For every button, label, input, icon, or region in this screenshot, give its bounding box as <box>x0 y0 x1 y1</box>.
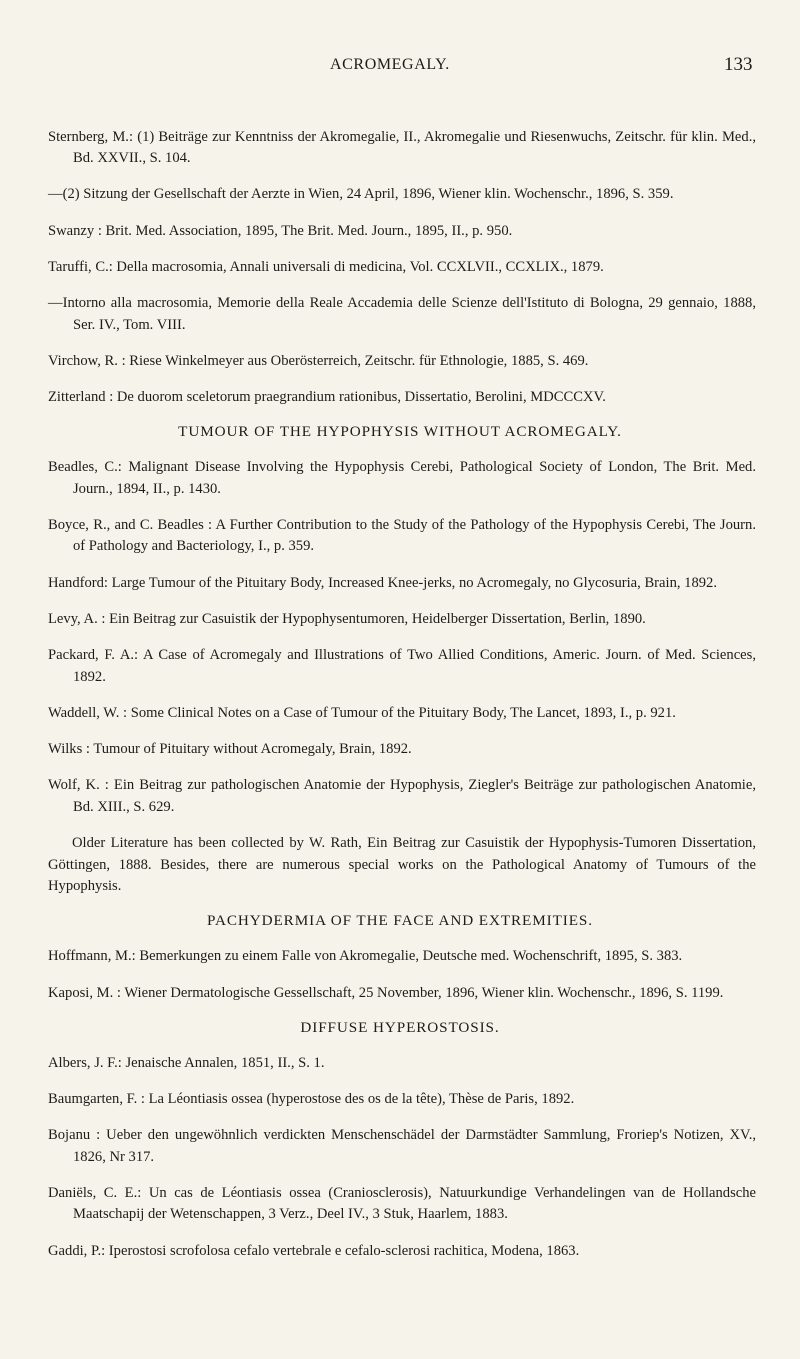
reference-entry: Levy, A. : Ein Beitrag zur Casuistik der Hypophysentumoren, Heidelberger Dissertation, Berlin, 1890. <box>48 610 646 627</box>
reference-entry: Boyce, R., and C. Beadles : A Further Contribution to the Study of the Pathology of the Hypophysis Cerebi, The Journ. of Pathology and Bacteriology, I., p. 359. <box>48 516 756 555</box>
reference-entry: Handford: Large Tumour of the Pituitary Body, Increased Knee-jerks, no Acromegaly, no Glycosuria, Brain, 1892. <box>48 574 718 591</box>
reference-entry: Albers, J. F.: Jenaische Annalen, 1851, II., S. 1. <box>48 1054 325 1071</box>
reference-entry: Gaddi, P.: Iperostosi scrofolosa cefalo vertebrale e cefalo-sclerosi rachitica, Modena, 1863. <box>48 1242 580 1259</box>
reference-entry: Bojanu : Ueber den ungewöhnlich verdickten Menschenschädel der Darmstädter Sammlung, Froriep's Notizen, XV., 1826, Nr 317. <box>48 1127 756 1165</box>
reference-entry: Waddell, W. : Some Clinical Notes on a Case of Tumour of the Pituitary Body, The Lancet, 1893, I., p. 921. <box>48 704 676 721</box>
reference-entry: Virchow, R. : Riese Winkelmeyer aus Oberösterreich, Zeitschr. für Ethnologie, 1885, S. 469. <box>48 352 589 369</box>
literature-note: Older Literature has been collected by W. Rath, Ein Beitrag zur Casuistik der Hypophysis-Tumoren Dissertation, Göttingen, 1888. Besides, there are numerous special works on the Pathological Anatomy of Tumours of the Hypophysis. <box>48 834 756 895</box>
reference-entry: Packard, F. A.: A Case of Acromegaly and Illustrations of Two Allied Conditions, Americ. Journ. of Med. Sciences, 1892. <box>48 647 756 685</box>
reference-entry: Wolf, K. : Ein Beitrag zur pathologischen Anatomie der Hypophysis, Ziegler's Beiträge zur pathologischen Anatomie, Bd. XIII., S. 629. <box>48 777 756 815</box>
acromegaly-references <box>0 127 800 409</box>
section-heading-pachydermia: PACHYDERMIA OF THE FACE AND EXTREMITIES. <box>207 912 593 930</box>
reference-entry: Daniëls, C. E.: Un cas de Léontiasis ossea (Craniosclerosis), Natuurkundige Verhandelingen van de Hollandsche Maatschapij der Wetenschappen, 3 Verz., Deel IV., 3 Stuk, Haarlem, 1883. <box>48 1184 756 1223</box>
reference-entry: —(2) Sitzung der Gesellschaft der Aerzte in Wien, 24 April, 1896, Wiener klin. Wochenschr., 1896, S. 359. <box>48 186 674 203</box>
reference-entry: —Intorno alla macrosomia, Memorie della Reale Accademia delle Scienze dell'Istituto di Bologna, 29 gennaio, 1888, Ser. IV., Tom. VIII. <box>48 294 756 333</box>
reference-entry: Hoffmann, M.: Bemerkungen zu einem Falle von Akromegalie, Deutsche med. Wochenschrift, 1895, S. 383. <box>48 948 683 965</box>
reference-entry: Beadles, C.: Malignant Disease Involving the Hypophysis Cerebi, Pathological Society of London, The Brit. Med. Journ., 1894, II., p. 1430. <box>48 459 756 497</box>
bibliography-body <box>0 112 800 1277</box>
section-heading-tumour: TUMOUR OF THE HYPOPHYSIS WITHOUT ACROMEGALY. <box>178 423 622 441</box>
reference-entry: Zitterland : De duorom sceletorum praegrandium rationibus, Dissertatio, Berolini, MDCCCXV. <box>48 388 606 405</box>
reference-entry: Swanzy : Brit. Med. Association, 1895, The Brit. Med. Journ., 1895, II., p. 950. <box>48 222 513 239</box>
pachydermia-references <box>0 946 800 1004</box>
reference-entry: Taruffi, C.: Della macrosomia, Annali universali di medicina, Vol. CCXLVII., CCXLIX., 1879. <box>48 258 604 275</box>
tumour-references <box>0 457 800 898</box>
section-heading-hyperostosis: DIFFUSE HYPEROSTOSIS. <box>300 1018 500 1036</box>
page-number: 133 <box>724 54 753 75</box>
running-head <box>0 56 800 84</box>
reference-entry: Kaposi, M. : Wiener Dermatologische Gessellschaft, 25 November, 1896, Wiener klin. Wochenschr., 1896, S. 1199. <box>48 984 724 1001</box>
hyperostosis-references <box>0 1053 800 1263</box>
reference-entry: Baumgarten, F. : La Léontiasis ossea (hyperostose des os de la tête), Thèse de Paris, 1892. <box>48 1090 575 1107</box>
running-title: ACROMEGALY. <box>330 56 450 73</box>
reference-entry: Sternberg, M.: (1) Beiträge zur Kenntniss der Akromegalie, II., Akromegalie und Riesenwuchs, Zeitschr. für klin. Med., Bd. XXVII., S. 104. <box>48 128 756 167</box>
reference-entry: Wilks : Tumour of Pituitary without Acromegaly, Brain, 1892. <box>48 741 412 757</box>
